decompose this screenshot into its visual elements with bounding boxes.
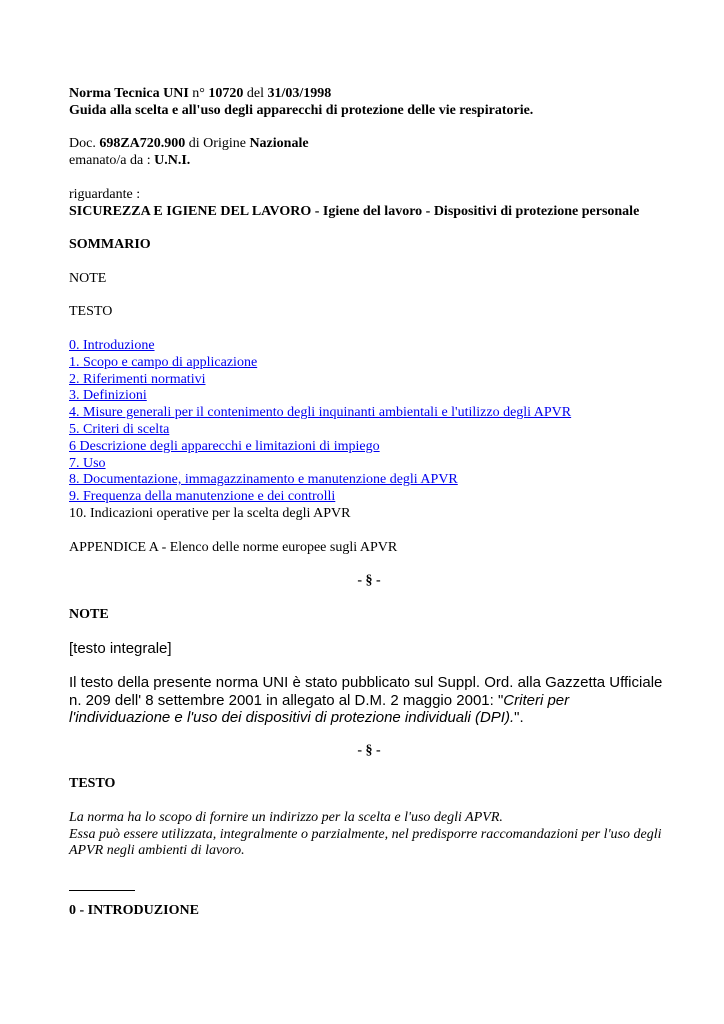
doc-code: 698ZA720.900	[99, 136, 186, 152]
toc-link[interactable]: 5. Criteri di scelta	[69, 421, 170, 437]
toc-link[interactable]: 8. Documentazione, immagazzinamento e manutenzione degli APVR	[69, 472, 458, 488]
norm-date: 31/03/1998	[267, 86, 332, 101]
footnote-divider	[69, 890, 135, 891]
doc-line	[69, 136, 669, 153]
norm-number: 10720	[208, 86, 244, 101]
toc-link[interactable]: 9. Frequenza della manutenzione e dei controlli	[69, 489, 336, 505]
sommario-testo: TESTO	[69, 304, 113, 320]
toc-link[interactable]: 3. Definizioni	[69, 388, 147, 404]
testo-title: TESTO	[69, 776, 116, 792]
norm-del-label: del	[243, 86, 268, 101]
toc-link[interactable]: 0. Introduzione	[69, 337, 155, 353]
testo-body	[69, 810, 669, 860]
toc-link[interactable]: 4. Misure generali per il contenimento degli inquinanti ambientali e l'utilizzo degli APVR	[69, 405, 572, 421]
origin-label: di Origine	[185, 136, 250, 152]
section-separator: - § -	[357, 573, 381, 589]
sommario-note: NOTE	[69, 270, 107, 286]
testo-line: Essa può essere utilizzata, integralmente o parzialmente, nel predisporre raccomandazioni per l'uso degli APVR negli ambienti di lavoro.	[69, 826, 662, 859]
toc-link[interactable]: 6 Descrizione degli apparecchi e limitazioni di impiego	[69, 438, 380, 454]
note-title: NOTE	[69, 606, 109, 622]
norm-prefix: Norma Tecnica UNI	[69, 86, 189, 101]
document-header	[69, 86, 669, 120]
section-separator: - § -	[357, 742, 381, 758]
norm-subtitle: Guida alla scelta e all'uso degli apparecchi di protezione delle vie respiratorie.	[69, 102, 534, 118]
table-of-contents	[69, 338, 669, 523]
document-info	[69, 136, 669, 170]
note-body-italic: Criteri per l'individuazione e l'uso dei dispositivi di protezione individuali (DPI).	[69, 691, 570, 726]
note-integral-label: [testo integrale]	[69, 640, 172, 658]
issued-line	[69, 153, 669, 170]
subject-text: SICUREZZA E IGIENE DEL LAVORO - Igiene del lavoro - Dispositivi di protezione personale	[69, 203, 640, 219]
toc-link[interactable]: 2. Riferimenti normativi	[69, 371, 206, 387]
norm-title-line	[69, 86, 669, 103]
doc-label: Doc.	[69, 136, 100, 152]
toc-item-plain: 10. Indicazioni operative per la scelta degli APVR	[69, 505, 351, 521]
issued-label: emanato/a da :	[69, 153, 155, 169]
note-body: Il testo della presente norma UNI è stato pubblicato sul Suppl. Ord. alla Gazzetta Ufficiale n. 209 dell' 8 settembre 2001 in allegato al D.M. 2 maggio 2001: "Criteri per l'individuazione e l'uso dei dispositivi di protezione individuali (DPI).".	[69, 674, 663, 726]
sommario-title: SOMMARIO	[69, 237, 151, 253]
toc-link[interactable]: 1. Scopo e campo di applicazione	[69, 354, 258, 370]
intro-title: 0 - INTRODUZIONE	[69, 903, 199, 919]
appendix-line: APPENDICE A - Elenco delle norme europee sugli APVR	[69, 539, 398, 555]
subject-label: riguardante :	[69, 186, 141, 202]
toc-link[interactable]: 7. Uso	[69, 455, 106, 471]
norm-no-label: n°	[188, 86, 209, 101]
testo-line: La norma ha lo scopo di fornire un indirizzo per la scelta e l'uso degli APVR.	[69, 809, 503, 825]
doc-origin: Nazionale	[249, 136, 309, 152]
subject-block	[69, 187, 669, 221]
doc-issuer: U.N.I.	[154, 153, 191, 169]
